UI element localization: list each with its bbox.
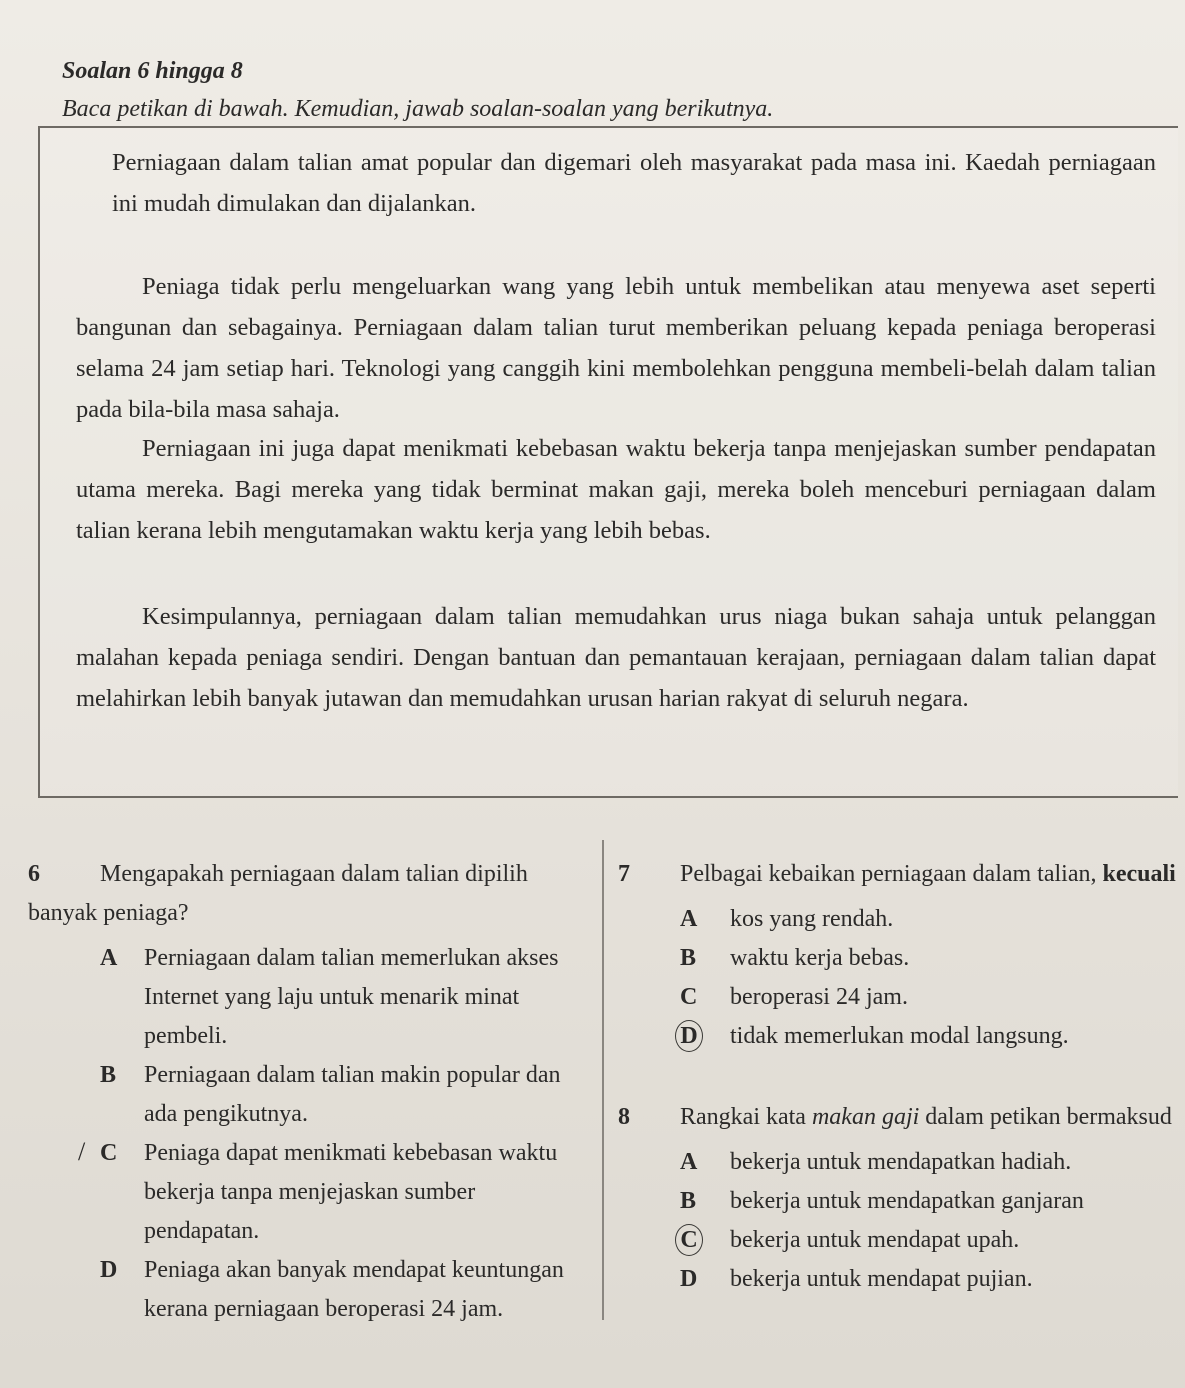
- option-letter: B: [680, 945, 697, 971]
- instruction-text: Baca petikan di bawah. Kemudian, jawab soalan-soalan yang berikutnya.: [62, 96, 774, 122]
- question-8-option-c[interactable]: [618, 1221, 1183, 1260]
- question-6-option-b[interactable]: [28, 1056, 583, 1134]
- question-7-stem-text: Pelbagai kebaikan perniagaan dalam talian,: [680, 861, 1097, 887]
- question-8-option-d[interactable]: [618, 1260, 1183, 1299]
- question-7-option-d[interactable]: [618, 1017, 1183, 1056]
- column-divider: [602, 840, 604, 1320]
- option-letter: B: [100, 1062, 117, 1088]
- option-text: bekerja untuk mendapat upah.: [730, 1227, 1020, 1253]
- option-letter: [680, 1017, 714, 1056]
- option-text: Peniaga dapat menikmati kebebasan waktu bekerja tanpa menjejaskan sumber pendapatan.: [144, 1140, 558, 1244]
- question-7-number: 7: [618, 861, 630, 887]
- option-text: Perniagaan dalam talian makin popular dan ada pengikutnya.: [144, 1062, 561, 1127]
- option-letter: C: [100, 1140, 118, 1166]
- section-heading: Soalan 6 hingga 8: [62, 58, 243, 84]
- option-letter: B: [680, 1188, 697, 1214]
- option-letter: D: [680, 1266, 698, 1292]
- tick-mark-icon: /: [78, 1137, 86, 1166]
- option-text: bekerja untuk mendapat pujian.: [730, 1266, 1033, 1292]
- question-8-phrase: makan gaji: [811, 1104, 920, 1130]
- passage-paragraph-3: Perniagaan ini juga dapat menikmati kebebasan waktu bekerja tanpa menjejaskan sumber pendapatan utama mereka. Bagi mereka yang tidak berminat makan gaji, mereka boleh menceburi perniagaan dalam talian kerana lebih mengutamakan waktu kerja yang lebih bebas.: [76, 435, 1156, 544]
- circled-answer-mark: D: [675, 1020, 703, 1052]
- option-letter: C: [680, 984, 698, 1010]
- question-7-keyword: kecuali: [1102, 861, 1176, 887]
- option-text: waktu kerja bebas.: [730, 945, 910, 971]
- option-text: bekerja untuk mendapatkan hadiah.: [730, 1149, 1072, 1175]
- option-text: kos yang rendah.: [730, 906, 894, 932]
- option-text: Perniagaan dalam talian memerlukan akses Internet yang laju untuk menarik minat pembeli.: [144, 945, 559, 1049]
- option-letter: A: [680, 906, 698, 932]
- passage-paragraph-4: Kesimpulannya, perniagaan dalam talian memudahkan urus niaga bukan sahaja untuk pelanggan malahan kepada peniaga sendiri. Dengan bantuan dan pemantauan kerajaan, perniagaan dalam talian dapat melahirkan lebih banyak jutawan dan memudahkan urusan harian rakyat di seluruh negara.: [76, 603, 1156, 712]
- question-7-option-b[interactable]: [618, 939, 1183, 978]
- question-8-option-a[interactable]: [618, 1143, 1183, 1182]
- question-7-option-a[interactable]: [618, 900, 1183, 939]
- question-6: [28, 855, 583, 1329]
- question-6-option-a[interactable]: [28, 939, 583, 1056]
- question-6-number: 6: [28, 861, 40, 887]
- question-8-number: 8: [618, 1104, 630, 1130]
- passage-paragraph-1: Perniagaan dalam talian amat popular dan digemari oleh masyarakat pada masa ini. Kaedah perniagaan ini mudah dimulakan dan dijalankan.: [112, 149, 1156, 217]
- option-letter: A: [680, 1149, 698, 1175]
- question-6-option-d[interactable]: [28, 1251, 583, 1329]
- option-text: Peniaga akan banyak mendapat keuntungan kerana perniagaan beroperasi 24 jam.: [144, 1257, 564, 1322]
- question-6-stem: [28, 855, 583, 933]
- question-7-stem: [618, 855, 1183, 894]
- passage-box: [38, 126, 1178, 798]
- question-column-right: [618, 855, 1183, 1299]
- option-letter: [680, 1221, 714, 1260]
- circled-answer-mark: C: [675, 1224, 703, 1256]
- question-6-stem-text: Mengapakah perniagaan dalam talian dipilih banyak peniaga?: [28, 861, 528, 926]
- question-8-stem-text-a: Rangkai kata: [680, 1104, 806, 1130]
- option-letter: D: [100, 1257, 118, 1283]
- question-6-option-c[interactable]: [28, 1134, 583, 1251]
- option-text: beroperasi 24 jam.: [730, 984, 908, 1010]
- question-8-option-b[interactable]: [618, 1182, 1183, 1221]
- option-letter: A: [100, 945, 118, 971]
- question-8-stem: [618, 1098, 1183, 1137]
- question-7-option-c[interactable]: [618, 978, 1183, 1017]
- question-8-stem-text-b: dalam petikan bermaksud: [925, 1104, 1172, 1130]
- option-text: bekerja untuk mendapatkan ganjaran: [730, 1188, 1084, 1214]
- passage-paragraph-2: Peniaga tidak perlu mengeluarkan wang yang lebih untuk membelikan atau menyewa aset seperti bangunan dan sebagainya. Perniagaan dalam talian turut memberikan peluang kepada peniaga beroperasi selama 24 jam setiap hari. Teknologi yang canggih kini membolehkan pengguna membeli-belah dalam talian pada bila-bila masa sahaja.: [76, 273, 1156, 423]
- option-text: tidak memerlukan modal langsung.: [730, 1023, 1069, 1049]
